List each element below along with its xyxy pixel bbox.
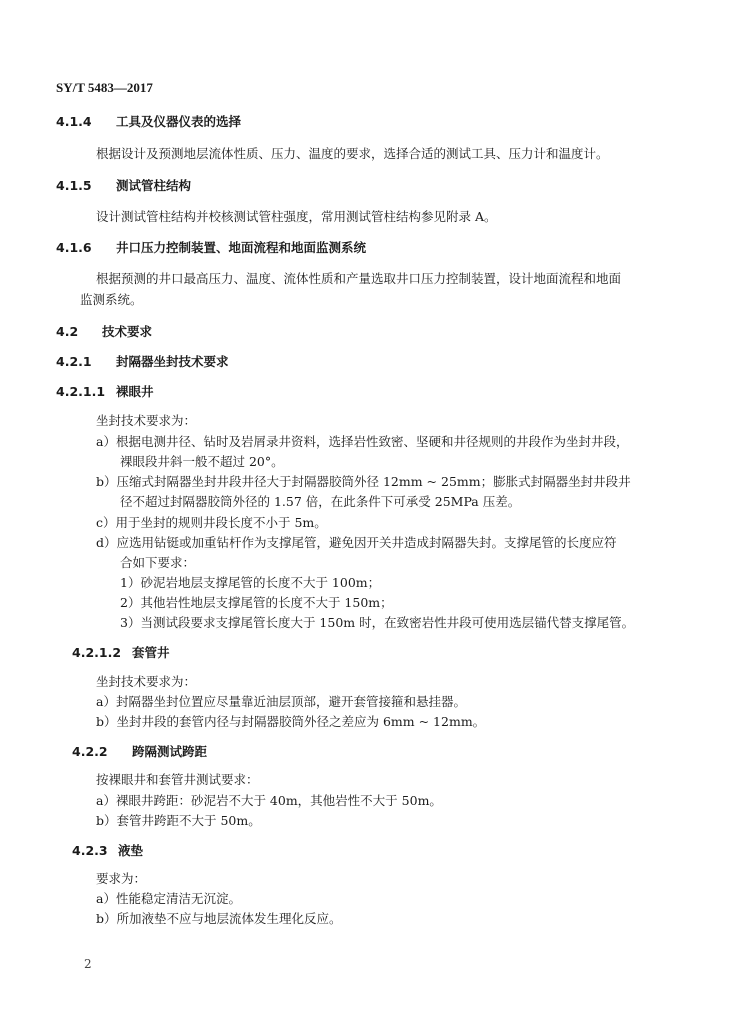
section-number: 4.2 <box>56 324 79 339</box>
heading-4-2-2 <box>72 744 207 760</box>
standard-code: SY/T 5483—2017 <box>56 80 153 95</box>
section-number: 4.1.6 <box>56 240 92 255</box>
list-item-a-cont: 裸眼段井斜一般不超过 20°。 <box>120 454 284 469</box>
paragraph: 坐封技术要求为： <box>96 413 197 428</box>
heading-4-2-1-2 <box>72 645 170 661</box>
section-number: 4.2.2 <box>72 744 108 759</box>
section-title: 液垫 <box>118 843 144 858</box>
section-title: 井口压力控制装置、地面流程和地面监测系统 <box>116 240 367 255</box>
heading-4-1-5 <box>56 178 191 194</box>
list-item-b-cont: 径不超过封隔器胶筒外径的 1.57 倍，在此条件下可承受 25MPa 压差。 <box>120 494 521 509</box>
list-item-a: a）封隔器坐封位置应尽量靠近油层顶部，避开套管接箍和悬挂器。 <box>96 694 466 709</box>
page-number: 2 <box>84 957 92 971</box>
heading-4-2-1 <box>56 354 229 370</box>
list-item-c: c）用于坐封的规则井段长度不小于 5m。 <box>96 515 327 530</box>
list-item-b: b）所加液垫不应与地层流体发生理化反应。 <box>96 911 342 926</box>
heading-4-1-4 <box>56 114 241 130</box>
section-title: 套管井 <box>132 645 170 660</box>
section-title: 裸眼井 <box>116 384 154 399</box>
paragraph: 按裸眼井和套管井测试要求： <box>96 772 259 787</box>
paragraph: 设计测试管柱结构并校核测试管柱强度，常用测试管柱结构参见附录 A。 <box>96 209 497 224</box>
section-number: 4.2.1.1 <box>56 384 106 399</box>
paragraph: 要求为： <box>96 871 147 886</box>
paragraph-line: 根据预测的井口最高压力、温度、流体性质和产量选取井口压力控制装置，设计地面流程和地面 <box>96 271 622 286</box>
heading-4-2-3 <box>72 843 143 859</box>
section-number: 4.1.4 <box>56 114 92 129</box>
list-item-a: a）裸眼井跨距：砂泥岩不大于 40m，其他岩性不大于 50m。 <box>96 793 442 808</box>
section-number: 4.2.1 <box>56 354 92 369</box>
heading-4-2 <box>56 324 152 340</box>
section-title: 封隔器坐封技术要求 <box>116 354 229 369</box>
paragraph: 根据设计及预测地层流体性质、压力、温度的要求，选择合适的测试工具、压力计和温度计。 <box>96 146 609 161</box>
sub-item-1: 1）砂泥岩地层支撑尾管的长度不大于 100m； <box>120 575 381 590</box>
section-title: 跨隔测试跨距 <box>132 744 208 759</box>
list-item-a: a）性能稳定清洁无沉淀。 <box>96 891 241 906</box>
section-number: 4.2.3 <box>72 843 108 858</box>
section-title: 测试管柱结构 <box>116 178 192 193</box>
list-item-b: b）坐封井段的套管内径与封隔器胶筒外径之差应为 6mm ~ 12mm。 <box>96 714 486 729</box>
list-item-a: a）根据电测井径、钻时及岩屑录井资料，选择岩性致密、坚硬和井径规则的井段作为坐封井段， <box>96 434 629 449</box>
sub-item-2: 2）其他岩性地层支撑尾管的长度不大于 150m； <box>120 595 393 610</box>
list-item-d: d）应选用钻铤或加重钻杆作为支撑尾管，避免因开关井造成封隔器失封。支撑尾管的长度应符 <box>96 535 617 550</box>
list-item-d-cont: 合如下要求： <box>120 555 196 570</box>
heading-4-1-6 <box>56 240 366 256</box>
paragraph-line: 监测系统。 <box>80 292 143 307</box>
paragraph: 坐封技术要求为： <box>96 674 197 689</box>
section-number: 4.1.5 <box>56 178 92 193</box>
sub-item-3: 3）当测试段要求支撑尾管长度大于 150m 时，在致密岩性井段可使用选层锚代替支撑尾管。 <box>120 615 635 630</box>
section-title: 技术要求 <box>102 324 153 339</box>
section-number: 4.2.1.2 <box>72 645 122 660</box>
list-item-b: b）压缩式封隔器坐封井段井径大于封隔器胶筒外径 12mm ~ 25mm；膨胀式封隔器坐封井段井 <box>96 474 631 489</box>
heading-4-2-1-1 <box>56 384 154 400</box>
section-title: 工具及仪器仪表的选择 <box>116 114 242 129</box>
list-item-b: b）套管井跨距不大于 50m。 <box>96 813 261 828</box>
